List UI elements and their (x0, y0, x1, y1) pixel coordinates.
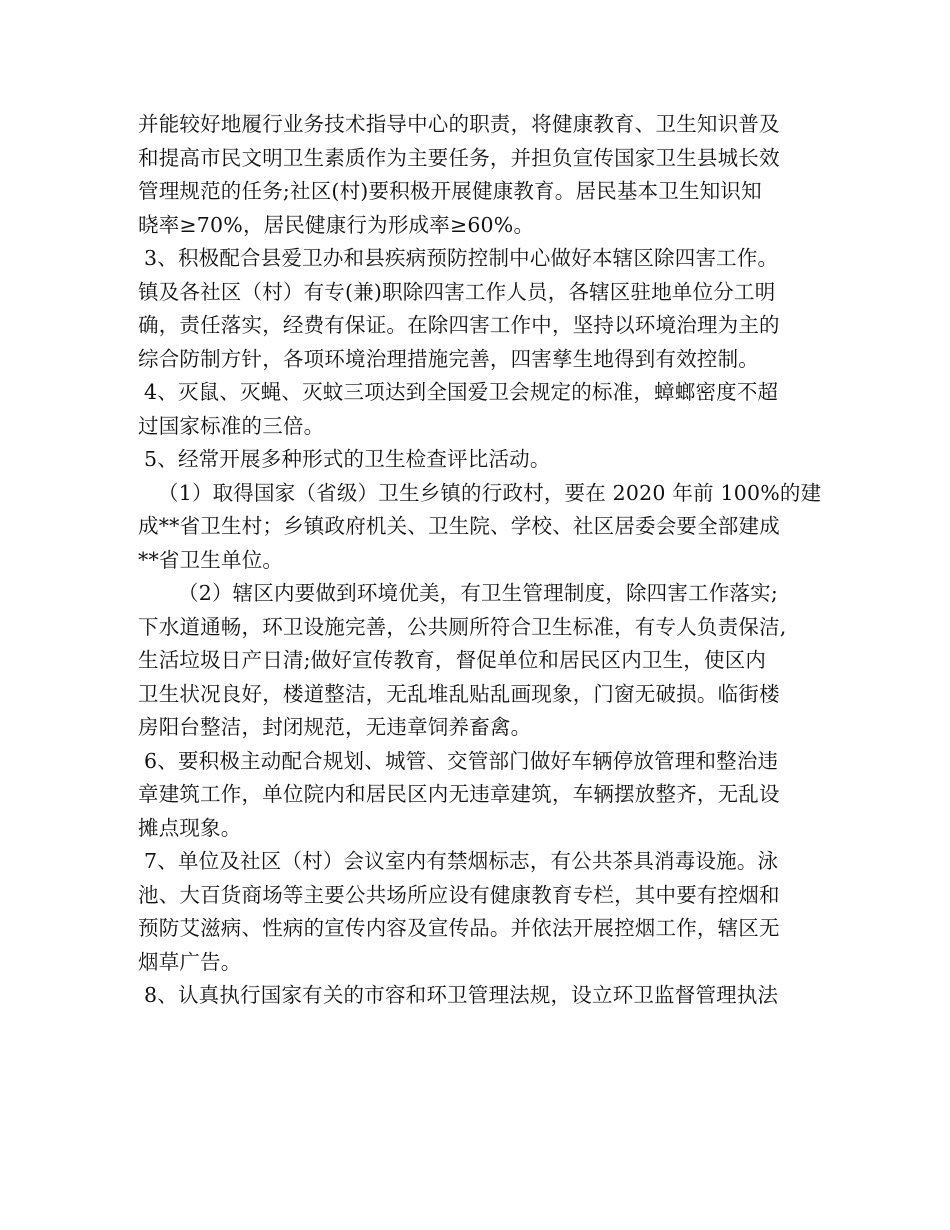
text-line: 镇及各社区（村）有专(兼)职除四害工作人员，各辖区驻地单位分工明 (138, 279, 776, 304)
text-line: 成**省卫生村；乡镇政府机关、卫生院、学校、社区居委会要全部建成 (138, 514, 780, 538)
text-line: 3、积极配合县爱卫办和县疾病预防控制中心做好本辖区除四害工作。 (144, 246, 779, 270)
text-line: 生活垃圾日产日清;做好宣传教育，督促单位和居民区内卫生，使区内 (138, 648, 767, 672)
text-line: 6、要积极主动配合规划、城管、交管部门做好车辆停放管理和整治违 (144, 748, 779, 773)
text-line: 下水道通畅，环卫设施完善，公共厕所符合卫生标准，有专人负责保洁, (138, 614, 787, 639)
text-line: 7、单位及社区（村）会议室内有禁烟标志，有公共茶具消毒设施。泳 (144, 849, 779, 873)
text-line: （1）取得国家（省级）卫生乡镇的行政村，要在 2020 年前 100%的建 (158, 480, 822, 505)
text-line: 卫生状况良好，楼道整洁，无乱堆乱贴乱画现象，门窗无破损。临街楼 (138, 681, 780, 706)
text-line: 确，责任落实，经费有保证。在除四害工作中，坚持以环境治理为主的 (138, 313, 780, 337)
text-line: 和提高市民文明卫生素质作为主要任务，并担负宣传国家卫生县城长效 (138, 145, 780, 170)
text-line: 8、认真执行国家有关的市容和环卫管理法规，设立环卫监督管理执法 (144, 983, 779, 1007)
text-line: 房阳台整洁，封闭规范，无违章饲养畜禽。 (138, 715, 532, 739)
text-line: 烟草广告。 (138, 949, 242, 974)
text-line: 5、经常开展多种形式的卫生检查评比活动。 (144, 447, 551, 471)
text-line: 管理规范的任务;社区(村)要积极开展健康教育。居民基本卫生知识知 (138, 179, 762, 203)
text-line: 摊点现象。 (138, 815, 242, 840)
text-line: 晓率≥70%，居民健康行为形成率≥60%。 (138, 212, 535, 237)
text-line: 并能较好地履行业务技术指导中心的职责，将健康教育、卫生知识普及 (138, 112, 780, 136)
text-line: 4、灭鼠、灭蝇、灭蚊三项达到全国爱卫会规定的标准，蟑螂密度不超 (144, 380, 779, 404)
text-line: 池、大百货商场等主要公共场所应设有健康教育专栏，其中要有控烟和 (138, 882, 780, 907)
text-line: （2）辖区内要做到环境优美，有卫生管理制度，除四害工作落实; (178, 581, 778, 605)
text-line: 预防艾滋病、性病的宣传内容及宣传品。并依法开展控烟工作，辖区无 (138, 916, 780, 940)
text-line: **省卫生单位。 (138, 547, 284, 572)
text-line: 综合防制方针，各项环境治理措施完善，四害孳生地得到有效控制。 (138, 346, 759, 371)
document-body (138, 108, 828, 1013)
text-line: 过国家标准的三倍。 (138, 413, 325, 438)
text-line: 章建筑工作，单位院内和居民区内无违章建筑，车辆摆放整齐，无乱设 (138, 782, 780, 806)
